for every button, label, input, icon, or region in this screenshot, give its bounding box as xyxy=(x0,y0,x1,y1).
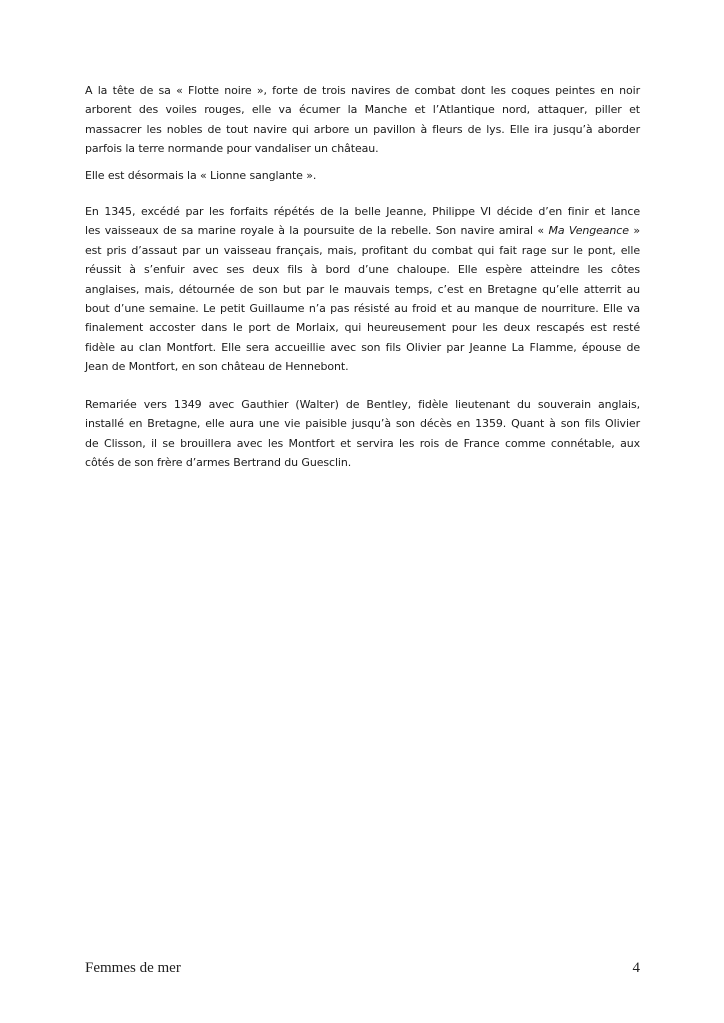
text-line: arborent des voiles rouges, elle va écumer la Manche et l’Atlantique nord, attaquer, piller et xyxy=(85,103,640,117)
paragraph-remariage-1349 xyxy=(85,395,640,473)
text-line: est pris d’assaut par un vaisseau français, mais, profitant du combat qui fait rage sur le pont, elle xyxy=(85,243,640,257)
text-line: massacrer les nobles de tout navire qui arbore un pavillon à fleurs de lys. Elle ira jusqu’à aborder xyxy=(85,122,640,136)
footer-title: Femmes de mer xyxy=(85,960,181,976)
text-line: Elle est désormais la « Lionne sanglante ». xyxy=(85,169,317,183)
text-line: anglaises, mais, détournée de son but par le mauvais temps, c’est en Bretagne qu’elle atterrit au xyxy=(85,282,640,296)
page-footer xyxy=(85,959,640,977)
text-line: Remariée vers 1349 avec Gauthier (Walter) de Bentley, fidèle lieutenant du souverain anglais, xyxy=(85,397,640,411)
text-line: installé en Bretagne, elle aura une vie paisible jusqu’à son décès en 1359. Quant à son fils Olivier xyxy=(85,417,640,431)
text-line: Jean de Montfort, en son château de Hennebont. xyxy=(85,360,349,374)
text-line: parfois la terre normande pour vandaliser un château. xyxy=(85,142,379,156)
text-line: A la tête de sa « Flotte noire », forte de trois navires de combat dont les coques peintes en noir xyxy=(85,84,640,97)
paragraph-flotte-noire xyxy=(85,81,640,159)
text-line: En 1345, excédé par les forfaits répétés de la belle Jeanne, Philippe VI décide d’en finir et lance xyxy=(85,204,640,218)
ship-name-italic: Ma Vengeance xyxy=(548,224,629,238)
text-line: de Clisson, il se brouillera avec les Montfort et servira les rois de France comme connétable, aux xyxy=(85,436,640,450)
paragraph-1345-poursuite xyxy=(85,202,640,377)
paragraph-lionne-sanglante xyxy=(85,166,640,185)
body-text xyxy=(85,81,640,473)
text-segment: les vaisseaux de sa marine royale à la poursuite de la rebelle. Son navire amiral « xyxy=(85,224,549,238)
text-line xyxy=(85,221,640,240)
text-line: fidèle au clan Montfort. Elle sera accueillie avec son fils Olivier par Jeanne La Flamme, épouse de xyxy=(85,340,640,354)
footer-page-number: 4 xyxy=(632,960,640,976)
text-line: bout d’une semaine. Le petit Guillaume n’a pas résisté au froid et au manque de nourriture. Elle va xyxy=(85,301,640,315)
text-line: finalement accoster dans le port de Morlaix, qui heureusement pour les deux rescapés est resté xyxy=(85,321,640,335)
text-line: côtés de son frère d’armes Bertrand du Guesclin. xyxy=(85,456,352,470)
text-line: réussit à s’enfuir avec ses deux fils à bord d’une chaloupe. Elle espère atteindre les côtes xyxy=(85,263,640,277)
text-segment: » xyxy=(628,224,640,238)
